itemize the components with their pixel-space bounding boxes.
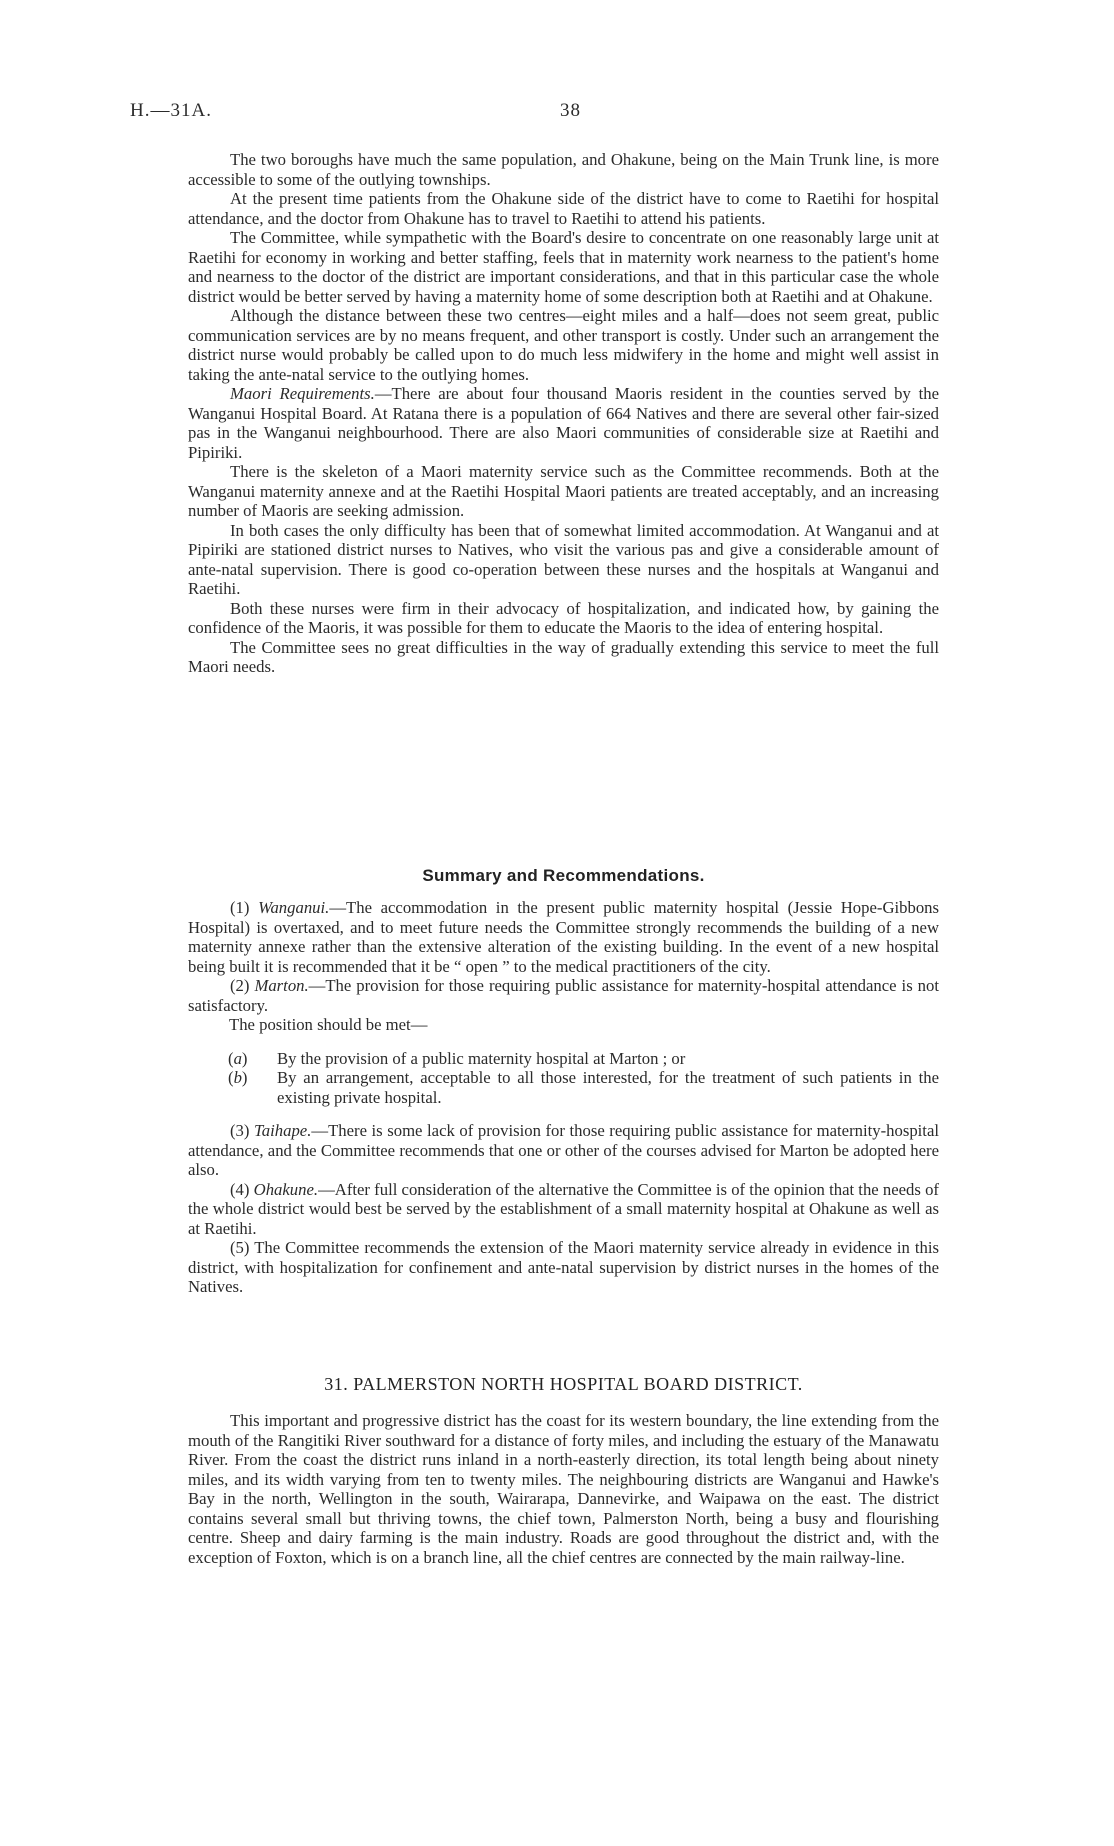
recommendation-marton: (2) Marton.—The provision for those requiring public assistance for maternity-hospital attendance is not satisfactory. — [188, 976, 939, 1015]
option-text: By an arrangement, acceptable to all those interested, for the treatment of such patients in the existing private hospital. — [277, 1068, 939, 1107]
summary-section — [188, 866, 939, 1297]
paragraph-text: —There are about four thousand Maoris resident in the counties served by the Wanganui Hospital Board. At Ratana there is a population of 664 Natives and there are several other fair-sized pas in the Wanganui neighbourhood. There are also Maori communities of considerable size at Raetihi and Pipiriki. — [188, 384, 939, 462]
paragraph: At the present time patients from the Ohakune side of the district have to come to Raetihi for hospital attendance, and the doctor from Ohakune has to travel to Raetihi to attend his patients. — [188, 189, 939, 228]
marton-subtext: The position should be met— — [229, 1015, 428, 1034]
recommendation-label: Marton. — [254, 976, 309, 995]
intro-section — [188, 150, 939, 677]
document-reference: H.—31A. — [130, 100, 212, 121]
district-paragraph: This important and progressive district has the coast for its western boundary, the line extending from the mouth of the Rangitiki River southward for a distance of forty miles, and including the estuary of the Manawatu River. From the coast the district runs inland in a north-easterly direction, its total length being about ninety miles, and its width varying from ten to twenty miles. The neighbouring districts are Wanganui and Hawke's Bay in the north, Wellington in the south, Wairarapa, Dannevirke, and Waipawa on the east. The district contains several small but thriving towns, the chief town, Palmerston North, being a busy and flourishing centre. Sheep and dairy farming is the main industry. Roads are good throughout the district and, with the exception of Foxton, which is on a branch line, all the chief centres are connected by the main railway-line. — [188, 1411, 939, 1567]
option-label: a — [233, 1048, 242, 1068]
recommendation-label: Ohakune. — [253, 1179, 319, 1199]
recommendation-wanganui: (1) Wanganui.—The accommodation in the present public maternity hospital (Jessie Hope-Gibbons Hospital) is overtaxed, and to meet future needs the Committee strongly recommends the building of a new maternity annexe rather than the extensive alteration of the existing building. In the event of a new hospital being built it is recommended that it be “ open ” to the medical practitioners of the city. — [188, 898, 939, 976]
paragraph: Both these nurses were firm in their advocacy of hospitalization, and indicated how, by gaining the confidence of the Maoris, it was possible for them to educate the Maoris to the idea of entering hospital. — [188, 598, 939, 637]
recommendation-ohakune: (4) Ohakune.—After full consideration of the alternative the Committee is of the opinion that the needs of the whole district would best be served by the establishment of a small maternity hospital at Ohakune as well as at Raetihi. — [188, 1179, 939, 1238]
paragraph: The Committee, while sympathetic with the Board's desire to concentrate on one reasonably large unit at Raetihi for economy in working and better staffing, feels that in maternity work nearness to the patient's home and nearness to the doctor of the district are important considerations, and that in this particular case the whole district would be better served by having a maternity home of some description both at Raetihi and at Ohakune. — [188, 228, 939, 306]
maori-requirements-paragraph — [188, 384, 939, 462]
maori-requirements-label: Maori Requirements. — [230, 384, 375, 403]
summary-heading: Summary and Recommendations. — [422, 866, 705, 885]
page-header — [130, 100, 984, 124]
recommendation-label: Wanganui. — [258, 898, 330, 917]
paragraph: The Committee sees no great difficulties in the way of gradually extending this service to meet the full Maori needs. — [188, 637, 939, 676]
district-section — [188, 1374, 939, 1567]
option-text: By the provision of a public maternity hospital at Marton ; or — [277, 1048, 686, 1068]
recommendation-taihape: (3) Taihape.—There is some lack of provision for those requiring public assistance for maternity-hospital attendance, and the Committee recommends that one or other of the courses advised for Marton be adopted here also. — [188, 1121, 939, 1179]
paragraph: There is the skeleton of a Maori maternity service such as the Committee recommends. Both at the Wanganui maternity annexe and at the Raetihi Hospital Maori patients are treated acceptably, and an increasing number of Maoris are seeking admission. — [188, 462, 939, 520]
recommendation-maori: (5) The Committee recommends the extension of the Maori maternity service already in evidence in this district, with hospitalization for confinement and ante-natal supervision by district nurses in the homes of the Natives. — [188, 1238, 939, 1296]
paragraph: In both cases the only difficulty has been that of somewhat limited accommodation. At Wanganui and at Pipiriki are stationed district nurses to Natives, who visit the various pas and give a considerable amount of ante-natal supervision. There is good co-operation between these nurses and the hospitals at Wanganui and Raetihi. — [188, 520, 939, 598]
paragraph: The two boroughs have much the same population, and Ohakune, being on the Main Trunk line, is more accessible to some of the outlying townships. — [188, 150, 939, 189]
option-a: (a) By the provision of a public maternity hospital at Marton ; or — [188, 1049, 939, 1069]
option-label: b — [233, 1068, 242, 1087]
recommendation-label: Taihape. — [254, 1121, 312, 1140]
option-b: (b) By an arrangement, acceptable to all those interested, for the treatment of such patients in the existing private hospital. — [228, 1068, 939, 1107]
page-number: 38 — [560, 100, 581, 121]
paragraph: Although the distance between these two centres—eight miles and a half—does not seem great, public communication services are by no means frequent, and other transport is costly. Under such an arrangement the district nurse would probably be called upon to do much less midwifery in the home and might well assist in taking the ante-natal service to the outlying homes. — [188, 306, 939, 384]
district-heading: 31. PALMERSTON NORTH HOSPITAL BOARD DISTRICT. — [324, 1374, 803, 1394]
